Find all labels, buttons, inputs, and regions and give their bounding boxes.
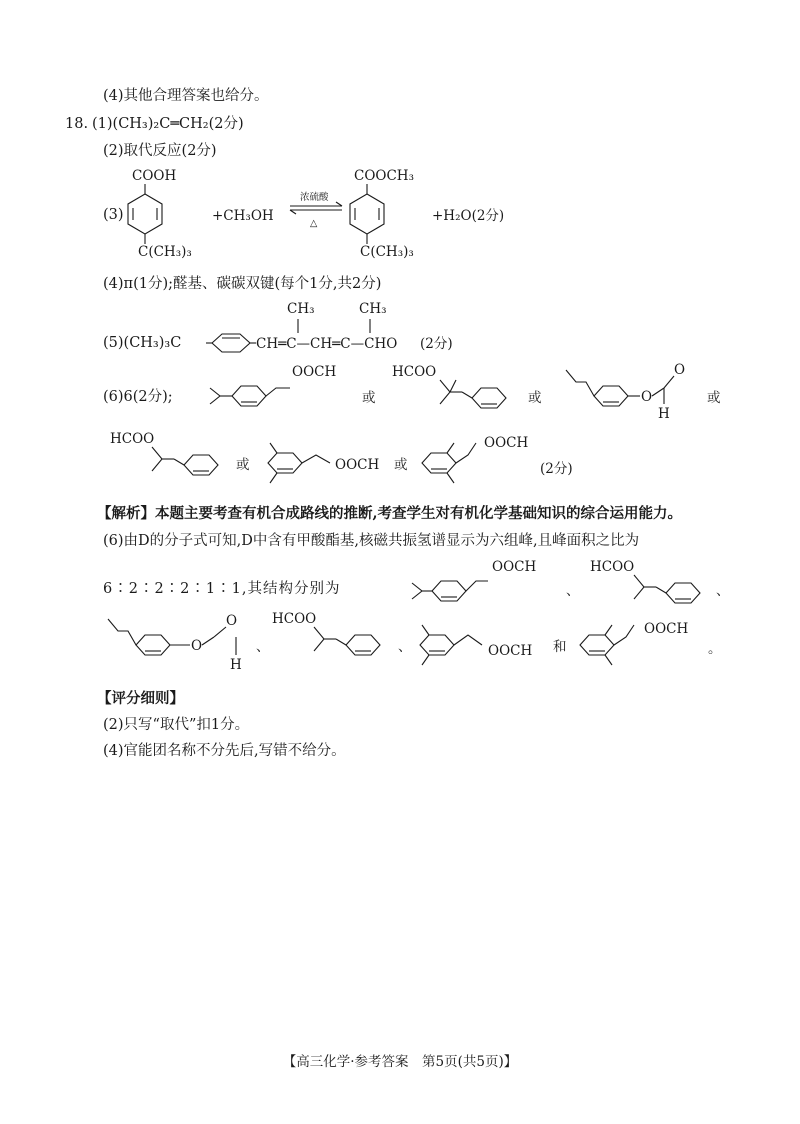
arrow-head <box>290 210 296 214</box>
bond-line <box>266 388 290 396</box>
analysis-c-h: H <box>230 657 242 673</box>
bond-line <box>174 459 184 465</box>
bond-line <box>152 447 162 471</box>
answer-18-6-score: (2分) <box>540 461 573 477</box>
or-1: 或 <box>362 390 376 406</box>
structure-f-ester: OOCH <box>484 435 529 451</box>
plus-water-score: +H₂O(2分) <box>432 208 505 224</box>
answer-18-1: (1)(CH₃)₂C═CH₂(2分) <box>92 116 244 132</box>
page-footer: 【高三化学·参考答案 第5页(共5页)】 <box>282 1054 518 1070</box>
bond-line <box>634 575 644 599</box>
benzene-ring-icon <box>346 635 380 655</box>
bond-line <box>202 637 214 645</box>
structure-d-ester: HCOO <box>110 431 155 447</box>
benzene-ring-icon <box>212 334 250 352</box>
condition-heat-icon: △ <box>310 218 318 229</box>
methyl-bond <box>605 625 612 635</box>
structure-e-ester: OOCH <box>335 457 380 473</box>
structure-c-carbonyl-o: O <box>674 362 686 378</box>
scoring-rule-4: (4)官能团名称不分先后,写错不给分。 <box>103 743 346 759</box>
analysis-sep-1: 、 <box>566 583 580 599</box>
or-2: 或 <box>528 390 542 406</box>
product-tert-butyl: C(CH₃)₃ <box>360 244 414 260</box>
methyl-bond <box>605 655 612 665</box>
benzene-ring-icon <box>666 583 700 603</box>
conjugated-chain: CH═C—CH═C—CHO <box>256 336 398 352</box>
analysis-f-ester: OOCH <box>644 621 689 637</box>
structure-b-ester: HCOO <box>392 364 437 380</box>
bond-line <box>456 443 476 463</box>
methyl-2: CH₃ <box>359 301 387 317</box>
analysis-sep-3: 、 <box>256 639 270 655</box>
methyl-bond <box>447 443 454 453</box>
plus-methanol: +CH₃OH <box>212 208 274 224</box>
bond-line <box>214 627 226 637</box>
isopropyl-bond <box>412 583 422 599</box>
analysis-summary: 本题主要考查有机合成路线的推断,考查学生对有机化学基础知识的综合运用能力。 <box>155 505 683 522</box>
methyl-bond <box>270 443 277 453</box>
bond-line <box>450 380 456 392</box>
analysis-c-ether-o: O <box>191 638 203 654</box>
esterification-equation <box>0 158 800 268</box>
benzene-ring-icon <box>232 386 266 406</box>
bond-line <box>656 587 666 593</box>
bond-line <box>454 635 482 645</box>
analysis-sep-2: 、 <box>716 583 730 599</box>
analysis-d-ester: HCOO <box>272 611 317 627</box>
answer-18-5-label: (5)(CH₃)₃C <box>103 335 182 351</box>
bond-line <box>314 627 324 651</box>
answer-18-5-score: (2分) <box>420 336 453 352</box>
structure-a-ester: OOCH <box>292 364 337 380</box>
structure-c-ether-o: O <box>641 389 653 405</box>
methyl-bond <box>422 625 429 635</box>
product-cooch3: COOCH₃ <box>354 168 414 184</box>
answer-18-6-structures-row1 <box>0 358 800 428</box>
condition-catalyst: 浓硫酸 <box>300 192 329 203</box>
bond-line <box>462 392 472 398</box>
isopropyl-bond <box>210 388 220 404</box>
analysis-c-carbonyl-o: O <box>226 613 238 629</box>
analysis-a-ester: OOCH <box>492 559 537 575</box>
analysis-6-text: (6)由D的分子式可知,D中含有甲酸酯基,核磁共振氢谱显示为六组峰,且峰面积之比为 <box>103 533 640 549</box>
analysis-b-ester: HCOO <box>590 559 635 575</box>
analysis-heading: 【解析】 <box>97 505 155 522</box>
bond-line <box>440 380 450 404</box>
or-4: 或 <box>236 457 250 473</box>
isobutyl-bond <box>566 370 594 396</box>
methyl-bond <box>447 473 454 483</box>
benzene-ring-icon <box>432 581 466 601</box>
benzene-ring-icon <box>472 388 506 408</box>
or-3: 或 <box>707 390 721 406</box>
bond-line <box>466 581 488 591</box>
analysis-and: 和 <box>553 639 567 655</box>
structure-c-h: H <box>658 406 670 422</box>
answer-18-2: (2)取代反应(2分) <box>103 143 217 159</box>
bond-line <box>302 455 330 463</box>
analysis-e-ester: OOCH <box>488 643 533 659</box>
answer-18-3-label: (3) <box>103 207 124 223</box>
answer-18-6-structures-row2 <box>0 425 800 495</box>
methyl-bond <box>270 473 277 483</box>
benzene-ring-icon <box>268 453 302 473</box>
benzene-ring-icon <box>594 386 628 406</box>
benzene-ring-icon <box>422 453 456 473</box>
arrow-head <box>336 202 342 206</box>
benzene-ring-icon <box>580 635 614 655</box>
reactant-tert-butyl: C(CH₃)₃ <box>138 244 192 260</box>
isobutyl-bond <box>108 619 136 645</box>
analysis-sep-4: 、 <box>398 639 412 655</box>
analysis-heading-line <box>97 505 682 523</box>
bond-line <box>652 388 664 396</box>
answer-18-4: (4)π(1分);醛基、碳碳双键(每个1分,共2分) <box>103 276 382 292</box>
or-5: 或 <box>394 457 408 473</box>
answer-18-6-label: (6)6(2分); <box>103 389 173 405</box>
bond-line <box>614 625 634 645</box>
analysis-ratio-text: 6∶2∶2∶2∶1∶1,其结构分别为 <box>103 581 341 597</box>
bond-line <box>336 639 346 645</box>
scoring-heading: 【评分细则】 <box>97 690 184 707</box>
answer-18-5-structure <box>0 295 800 365</box>
benzene-ring-icon <box>420 635 454 655</box>
methyl-bond <box>422 655 429 665</box>
analysis-end: 。 <box>708 641 722 657</box>
benzene-ring-icon <box>136 635 170 655</box>
question-number-18: 18. <box>65 116 89 132</box>
reactant-cooh: COOH <box>132 168 177 184</box>
methyl-1: CH₃ <box>287 301 315 317</box>
scoring-rule-2: (2)只写“取代”扣1分。 <box>103 717 250 733</box>
analysis-structures <box>0 555 800 675</box>
bond-line <box>664 376 674 388</box>
note-other-answers: (4)其他合理答案也给分。 <box>103 88 269 104</box>
benzene-ring-icon <box>184 455 218 475</box>
